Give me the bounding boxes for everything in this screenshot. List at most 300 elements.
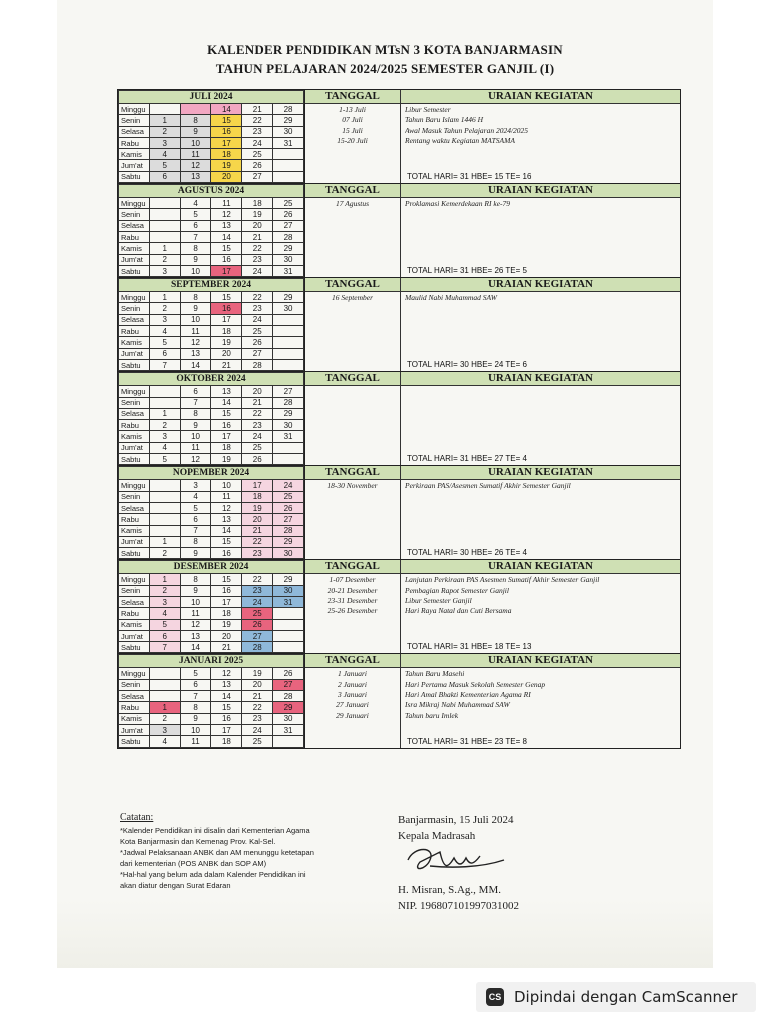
event-description: Tahun Baru Islam 1446 H <box>405 115 484 125</box>
signature-role: Kepala Madrasah <box>398 830 476 842</box>
date-cell <box>273 619 304 630</box>
month-name: JULI 2024 <box>119 91 304 104</box>
handwritten-signature <box>400 840 510 880</box>
tanggal-header: TANGGAL <box>305 90 401 103</box>
date-cell: 17 <box>211 724 242 735</box>
events-panel <box>304 184 680 277</box>
date-cell: 14 <box>211 525 242 536</box>
event-description: Awal Masuk Tahun Pelajaran 2024/2025 <box>405 125 529 135</box>
date-cell: 14 <box>211 104 242 115</box>
event-description: Tahun baru Imlek <box>405 710 459 720</box>
date-cell: 17 <box>211 314 242 325</box>
date-cell: 7 <box>180 231 211 242</box>
date-cell: 17 <box>211 265 242 276</box>
date-cell: 28 <box>273 231 304 242</box>
day-label: Selasa <box>119 408 150 419</box>
date-cell: 24 <box>242 431 273 442</box>
event-description: Hari Pertama Masuk Sekolah Semester Genap <box>405 679 546 689</box>
events-panel <box>304 278 680 371</box>
date-cell: 10 <box>180 314 211 325</box>
date-cell: 22 <box>242 536 273 547</box>
date-cell: 9 <box>180 548 211 559</box>
date-cell: 5 <box>180 502 211 513</box>
date-cell <box>273 171 304 182</box>
event-date: 29 Januari <box>336 710 369 720</box>
date-cell: 14 <box>211 691 242 702</box>
date-cell: 30 <box>273 420 304 431</box>
date-cell: 21 <box>242 691 273 702</box>
date-cell: 25 <box>242 442 273 453</box>
date-cell: 17 <box>242 480 273 491</box>
date-cell: 17 <box>211 431 242 442</box>
date-cell: 11 <box>211 491 242 502</box>
date-cell: 29 <box>273 702 304 713</box>
uraian-header: URAIAN KEGIATAN <box>487 90 593 102</box>
date-cell: 27 <box>273 220 304 231</box>
day-label: Minggu <box>119 480 150 491</box>
date-cell: 12 <box>180 160 211 171</box>
date-cell: 11 <box>180 442 211 453</box>
note-line: Kota Banjarmasin dan Kemenag Prov. Kal-Sel. <box>120 837 276 846</box>
month-grid <box>118 184 304 277</box>
date-cell: 28 <box>273 104 304 115</box>
date-cell: 9 <box>180 254 211 265</box>
date-cell: 15 <box>211 292 242 303</box>
day-label: Sabtu <box>119 736 150 747</box>
date-cell: 26 <box>242 160 273 171</box>
date-cell: 4 <box>180 198 211 209</box>
date-cell: 14 <box>211 231 242 242</box>
month-total: TOTAL HARI= 30 HBE= 26 TE= 4 <box>407 548 527 558</box>
day-label: Minggu <box>119 198 150 209</box>
date-cell: 12 <box>211 668 242 679</box>
day-label: Minggu <box>119 574 150 585</box>
date-cell: 23 <box>242 303 273 314</box>
date-cell: 3 <box>149 265 180 276</box>
date-cell: 22 <box>242 292 273 303</box>
date-cell: 19 <box>242 209 273 220</box>
day-label: Rabu <box>119 702 150 713</box>
month-name: DESEMBER 2024 <box>119 561 304 574</box>
event-date: 1-07 Desember <box>329 575 376 585</box>
date-cell: 16 <box>211 126 242 137</box>
date-cell <box>273 359 304 370</box>
event-description: Maulid Nabi Muhammad SAW <box>405 293 498 303</box>
month-grid <box>118 654 304 747</box>
month-grid <box>118 560 304 653</box>
date-cell: 9 <box>180 420 211 431</box>
date-cell: 8 <box>180 574 211 585</box>
date-cell: 21 <box>211 642 242 653</box>
event-date: 23-31 Desember <box>327 595 378 605</box>
camscanner-logo-icon: CS <box>486 988 504 1006</box>
event-description: Lanjutan Perkiraan PAS Asesmen Sumatif Akhir Semester Ganjil <box>405 575 600 585</box>
date-cell: 27 <box>242 348 273 359</box>
date-cell: 29 <box>273 243 304 254</box>
date-cell <box>273 442 304 453</box>
day-label: Rabu <box>119 420 150 431</box>
event-date: 15 Juli <box>342 125 363 135</box>
date-cell: 6 <box>149 630 180 641</box>
signature-place-date: Banjarmasin, 15 Juli 2024 <box>398 814 514 826</box>
day-label: Sabtu <box>119 548 150 559</box>
date-cell <box>273 326 304 337</box>
date-cell: 1 <box>149 408 180 419</box>
date-cell: 19 <box>211 337 242 348</box>
date-cell: 16 <box>211 548 242 559</box>
date-cell: 5 <box>149 337 180 348</box>
date-cell: 30 <box>273 254 304 265</box>
tanggal-column <box>305 574 401 653</box>
note-line: *Kalender Pendidikan ini disalin dari Kementerian Agama <box>120 826 310 835</box>
day-label: Selasa <box>119 220 150 231</box>
date-cell: 7 <box>180 397 211 408</box>
date-cell: 28 <box>273 525 304 536</box>
day-label: Kamis <box>119 619 150 630</box>
date-cell: 21 <box>242 104 273 115</box>
day-label: Jum'at <box>119 442 150 453</box>
day-label: Selasa <box>119 126 150 137</box>
date-cell: 16 <box>211 254 242 265</box>
event-date: 20-21 Desember <box>327 585 378 595</box>
date-cell: 18 <box>211 442 242 453</box>
date-cell: 8 <box>180 536 211 547</box>
date-cell <box>149 668 180 679</box>
month-block <box>118 372 680 466</box>
date-cell <box>149 491 180 502</box>
date-cell: 5 <box>180 668 211 679</box>
date-cell: 12 <box>211 502 242 513</box>
date-cell: 12 <box>180 337 211 348</box>
date-cell: 8 <box>180 408 211 419</box>
event-date: 16 September <box>331 293 374 303</box>
day-label: Sabtu <box>119 454 150 465</box>
date-cell: 11 <box>211 198 242 209</box>
event-date: 1-13 Juli <box>339 105 366 114</box>
uraian-header: URAIAN KEGIATAN <box>487 466 593 479</box>
date-cell: 25 <box>273 491 304 502</box>
tanggal-header: TANGGAL <box>305 654 401 667</box>
date-cell: 1 <box>149 115 180 126</box>
date-cell <box>149 220 180 231</box>
date-cell: 1 <box>149 702 180 713</box>
uraian-header: URAIAN KEGIATAN <box>487 184 593 197</box>
date-cell: 25 <box>242 608 273 619</box>
date-cell: 5 <box>149 619 180 630</box>
events-panel <box>304 466 680 559</box>
date-cell: 5 <box>149 160 180 171</box>
date-cell: 11 <box>180 326 211 337</box>
tanggal-column <box>305 386 401 465</box>
date-cell: 17 <box>211 137 242 148</box>
notes-section <box>120 812 350 891</box>
date-cell: 3 <box>149 431 180 442</box>
day-label: Senin <box>119 491 150 502</box>
day-label: Minggu <box>119 386 150 397</box>
date-cell: 8 <box>180 115 211 126</box>
date-cell: 22 <box>242 702 273 713</box>
date-cell: 2 <box>149 126 180 137</box>
date-cell: 15 <box>211 702 242 713</box>
date-cell: 18 <box>211 326 242 337</box>
month-total: TOTAL HARI= 30 HBE= 24 TE= 6 <box>407 360 527 370</box>
event-description: Hari Raya Natal dan Cuti Bersama <box>405 606 512 616</box>
date-cell: 28 <box>273 691 304 702</box>
date-cell: 4 <box>149 608 180 619</box>
signature-name: H. Misran, S.Ag., MM. <box>398 884 501 896</box>
day-label: Selasa <box>119 691 150 702</box>
tanggal-header: TANGGAL <box>305 560 401 573</box>
date-cell: 12 <box>180 619 211 630</box>
title-line-1: KALENDER PENDIDIKAN MTsN 3 KOTA BANJARMASIN <box>207 42 563 57</box>
date-cell: 31 <box>273 431 304 442</box>
date-cell: 8 <box>180 702 211 713</box>
date-cell: 6 <box>180 386 211 397</box>
event-date: 2 Januari <box>338 679 367 689</box>
date-cell: 23 <box>242 548 273 559</box>
date-cell: 25 <box>242 736 273 747</box>
date-cell: 3 <box>149 314 180 325</box>
date-cell: 23 <box>242 126 273 137</box>
date-cell: 20 <box>242 679 273 690</box>
date-cell: 22 <box>242 115 273 126</box>
date-cell: 30 <box>273 126 304 137</box>
date-cell: 13 <box>180 171 211 182</box>
month-grid <box>118 90 304 183</box>
tanggal-header: TANGGAL <box>305 278 401 291</box>
date-cell: 1 <box>149 292 180 303</box>
date-cell: 31 <box>273 724 304 735</box>
date-cell: 4 <box>149 442 180 453</box>
tanggal-header: TANGGAL <box>305 466 401 479</box>
month-grid <box>118 466 304 559</box>
date-cell <box>273 454 304 465</box>
day-label: Jum'at <box>119 160 150 171</box>
date-cell: 24 <box>242 265 273 276</box>
date-cell: 20 <box>211 348 242 359</box>
date-cell <box>273 630 304 641</box>
date-cell: 26 <box>273 209 304 220</box>
day-label: Jum'at <box>119 724 150 735</box>
day-label: Kamis <box>119 149 150 160</box>
month-block <box>118 560 680 654</box>
date-cell: 10 <box>211 480 242 491</box>
date-cell: 24 <box>242 724 273 735</box>
date-cell: 14 <box>180 359 211 370</box>
month-name: NOPEMBER 2024 <box>119 467 304 480</box>
date-cell: 2 <box>149 548 180 559</box>
date-cell: 26 <box>273 502 304 513</box>
date-cell <box>149 691 180 702</box>
date-cell: 26 <box>242 454 273 465</box>
date-cell: 15 <box>211 574 242 585</box>
date-cell: 24 <box>242 596 273 607</box>
date-cell: 2 <box>149 585 180 596</box>
day-label: Kamis <box>119 431 150 442</box>
date-cell <box>149 679 180 690</box>
day-label: Rabu <box>119 514 150 525</box>
tanggal-column <box>305 292 401 371</box>
events-panel <box>304 654 680 747</box>
events-panel <box>304 90 680 183</box>
day-label: Minggu <box>119 668 150 679</box>
day-label: Rabu <box>119 608 150 619</box>
events-header <box>305 560 680 574</box>
tanggal-column <box>305 104 401 183</box>
tanggal-header: TANGGAL <box>305 372 401 385</box>
date-cell: 28 <box>242 642 273 653</box>
day-label: Senin <box>119 397 150 408</box>
date-cell: 5 <box>149 454 180 465</box>
date-cell: 12 <box>211 209 242 220</box>
day-label: Selasa <box>119 596 150 607</box>
date-cell: 9 <box>180 585 211 596</box>
event-description: Proklamasi Kemerdekaan RI ke-79 <box>405 199 511 209</box>
event-date: 3 Januari <box>338 690 367 700</box>
note-line: akan diatur dengan Surat Edaran <box>120 881 231 890</box>
date-cell: 10 <box>180 724 211 735</box>
date-cell: 18 <box>242 198 273 209</box>
month-name: SEPTEMBER 2024 <box>119 279 304 292</box>
events-panel <box>304 372 680 465</box>
date-cell <box>273 160 304 171</box>
event-date: 25-26 Desember <box>327 606 378 616</box>
date-cell: 22 <box>242 408 273 419</box>
date-cell: 25 <box>242 149 273 160</box>
date-cell: 29 <box>273 115 304 126</box>
date-cell <box>149 502 180 513</box>
date-cell: 9 <box>180 126 211 137</box>
day-label: Selasa <box>119 502 150 513</box>
date-cell: 1 <box>149 574 180 585</box>
month-total: TOTAL HARI= 31 HBE= 15 TE= 16 <box>407 172 532 182</box>
date-cell: 31 <box>273 596 304 607</box>
date-cell <box>273 314 304 325</box>
date-cell: 13 <box>211 679 242 690</box>
month-name: AGUSTUS 2024 <box>119 185 304 198</box>
date-cell <box>273 337 304 348</box>
day-label: Sabtu <box>119 359 150 370</box>
date-cell: 4 <box>149 326 180 337</box>
day-label: Jum'at <box>119 348 150 359</box>
date-cell <box>149 386 180 397</box>
date-cell: 30 <box>273 303 304 314</box>
date-cell: 11 <box>180 149 211 160</box>
date-cell: 4 <box>149 149 180 160</box>
date-cell: 19 <box>211 619 242 630</box>
month-grid <box>118 372 304 465</box>
date-cell: 23 <box>242 585 273 596</box>
event-description: Isra Mikraj Nabi Muhammad SAW <box>405 700 510 710</box>
date-cell: 3 <box>149 596 180 607</box>
date-cell: 9 <box>180 303 211 314</box>
date-cell: 29 <box>273 574 304 585</box>
event-description: Hari Amal Bhakti Kementerian Agama RI <box>405 690 531 700</box>
date-cell: 2 <box>149 713 180 724</box>
tanggal-column <box>305 480 401 559</box>
day-label: Rabu <box>119 137 150 148</box>
date-cell: 7 <box>149 359 180 370</box>
date-cell: 29 <box>273 408 304 419</box>
event-description: Tahun Baru Masehi <box>405 669 465 679</box>
date-cell: 23 <box>242 420 273 431</box>
date-cell <box>273 149 304 160</box>
event-date: 27 Januari <box>336 700 369 710</box>
month-block <box>118 184 680 278</box>
date-cell: 24 <box>242 314 273 325</box>
month-name: OKTOBER 2024 <box>119 373 304 386</box>
date-cell: 18 <box>242 491 273 502</box>
day-label: Minggu <box>119 104 150 115</box>
month-grid <box>118 278 304 371</box>
date-cell: 18 <box>211 149 242 160</box>
date-cell <box>149 480 180 491</box>
date-cell: 10 <box>180 431 211 442</box>
day-label: Rabu <box>119 231 150 242</box>
camscanner-watermark <box>476 982 756 1012</box>
day-label: Jum'at <box>119 536 150 547</box>
day-label: Sabtu <box>119 642 150 653</box>
date-cell: 18 <box>211 736 242 747</box>
date-cell: 5 <box>180 209 211 220</box>
date-cell: 27 <box>242 630 273 641</box>
date-cell <box>149 525 180 536</box>
event-description: Libur Semester Ganjil <box>405 595 472 605</box>
date-cell: 13 <box>180 630 211 641</box>
date-cell: 16 <box>211 713 242 724</box>
date-cell: 15 <box>211 115 242 126</box>
date-cell: 16 <box>211 303 242 314</box>
event-date: 15-20 Juli <box>337 135 368 145</box>
date-cell: 26 <box>242 337 273 348</box>
date-cell: 27 <box>273 679 304 690</box>
date-cell: 28 <box>273 397 304 408</box>
day-label: Selasa <box>119 314 150 325</box>
day-label: Senin <box>119 303 150 314</box>
date-cell: 20 <box>211 630 242 641</box>
date-cell <box>149 231 180 242</box>
month-block <box>118 278 680 372</box>
date-cell: 22 <box>242 243 273 254</box>
uraian-header: URAIAN KEGIATAN <box>487 560 593 573</box>
event-date: 1 Januari <box>338 669 367 679</box>
day-label: Kamis <box>119 243 150 254</box>
date-cell <box>273 348 304 359</box>
day-label: Kamis <box>119 337 150 348</box>
date-cell: 30 <box>273 713 304 724</box>
date-cell <box>180 104 211 115</box>
event-description: Libur Semester <box>405 105 451 114</box>
day-label: Kamis <box>119 713 150 724</box>
day-label: Jum'at <box>119 630 150 641</box>
date-cell: 15 <box>211 536 242 547</box>
event-date: 07 Juli <box>342 115 363 125</box>
date-cell: 24 <box>242 137 273 148</box>
date-cell: 11 <box>180 608 211 619</box>
date-cell: 7 <box>180 691 211 702</box>
date-cell <box>273 608 304 619</box>
date-cell <box>149 397 180 408</box>
date-cell: 6 <box>149 171 180 182</box>
date-cell: 15 <box>211 243 242 254</box>
month-block <box>118 654 680 747</box>
tanggal-column <box>305 198 401 277</box>
events-header <box>305 90 680 104</box>
date-cell: 2 <box>149 254 180 265</box>
date-cell: 20 <box>242 220 273 231</box>
signature-nip: NIP. 196807101997031002 <box>398 900 520 912</box>
date-cell: 21 <box>242 231 273 242</box>
